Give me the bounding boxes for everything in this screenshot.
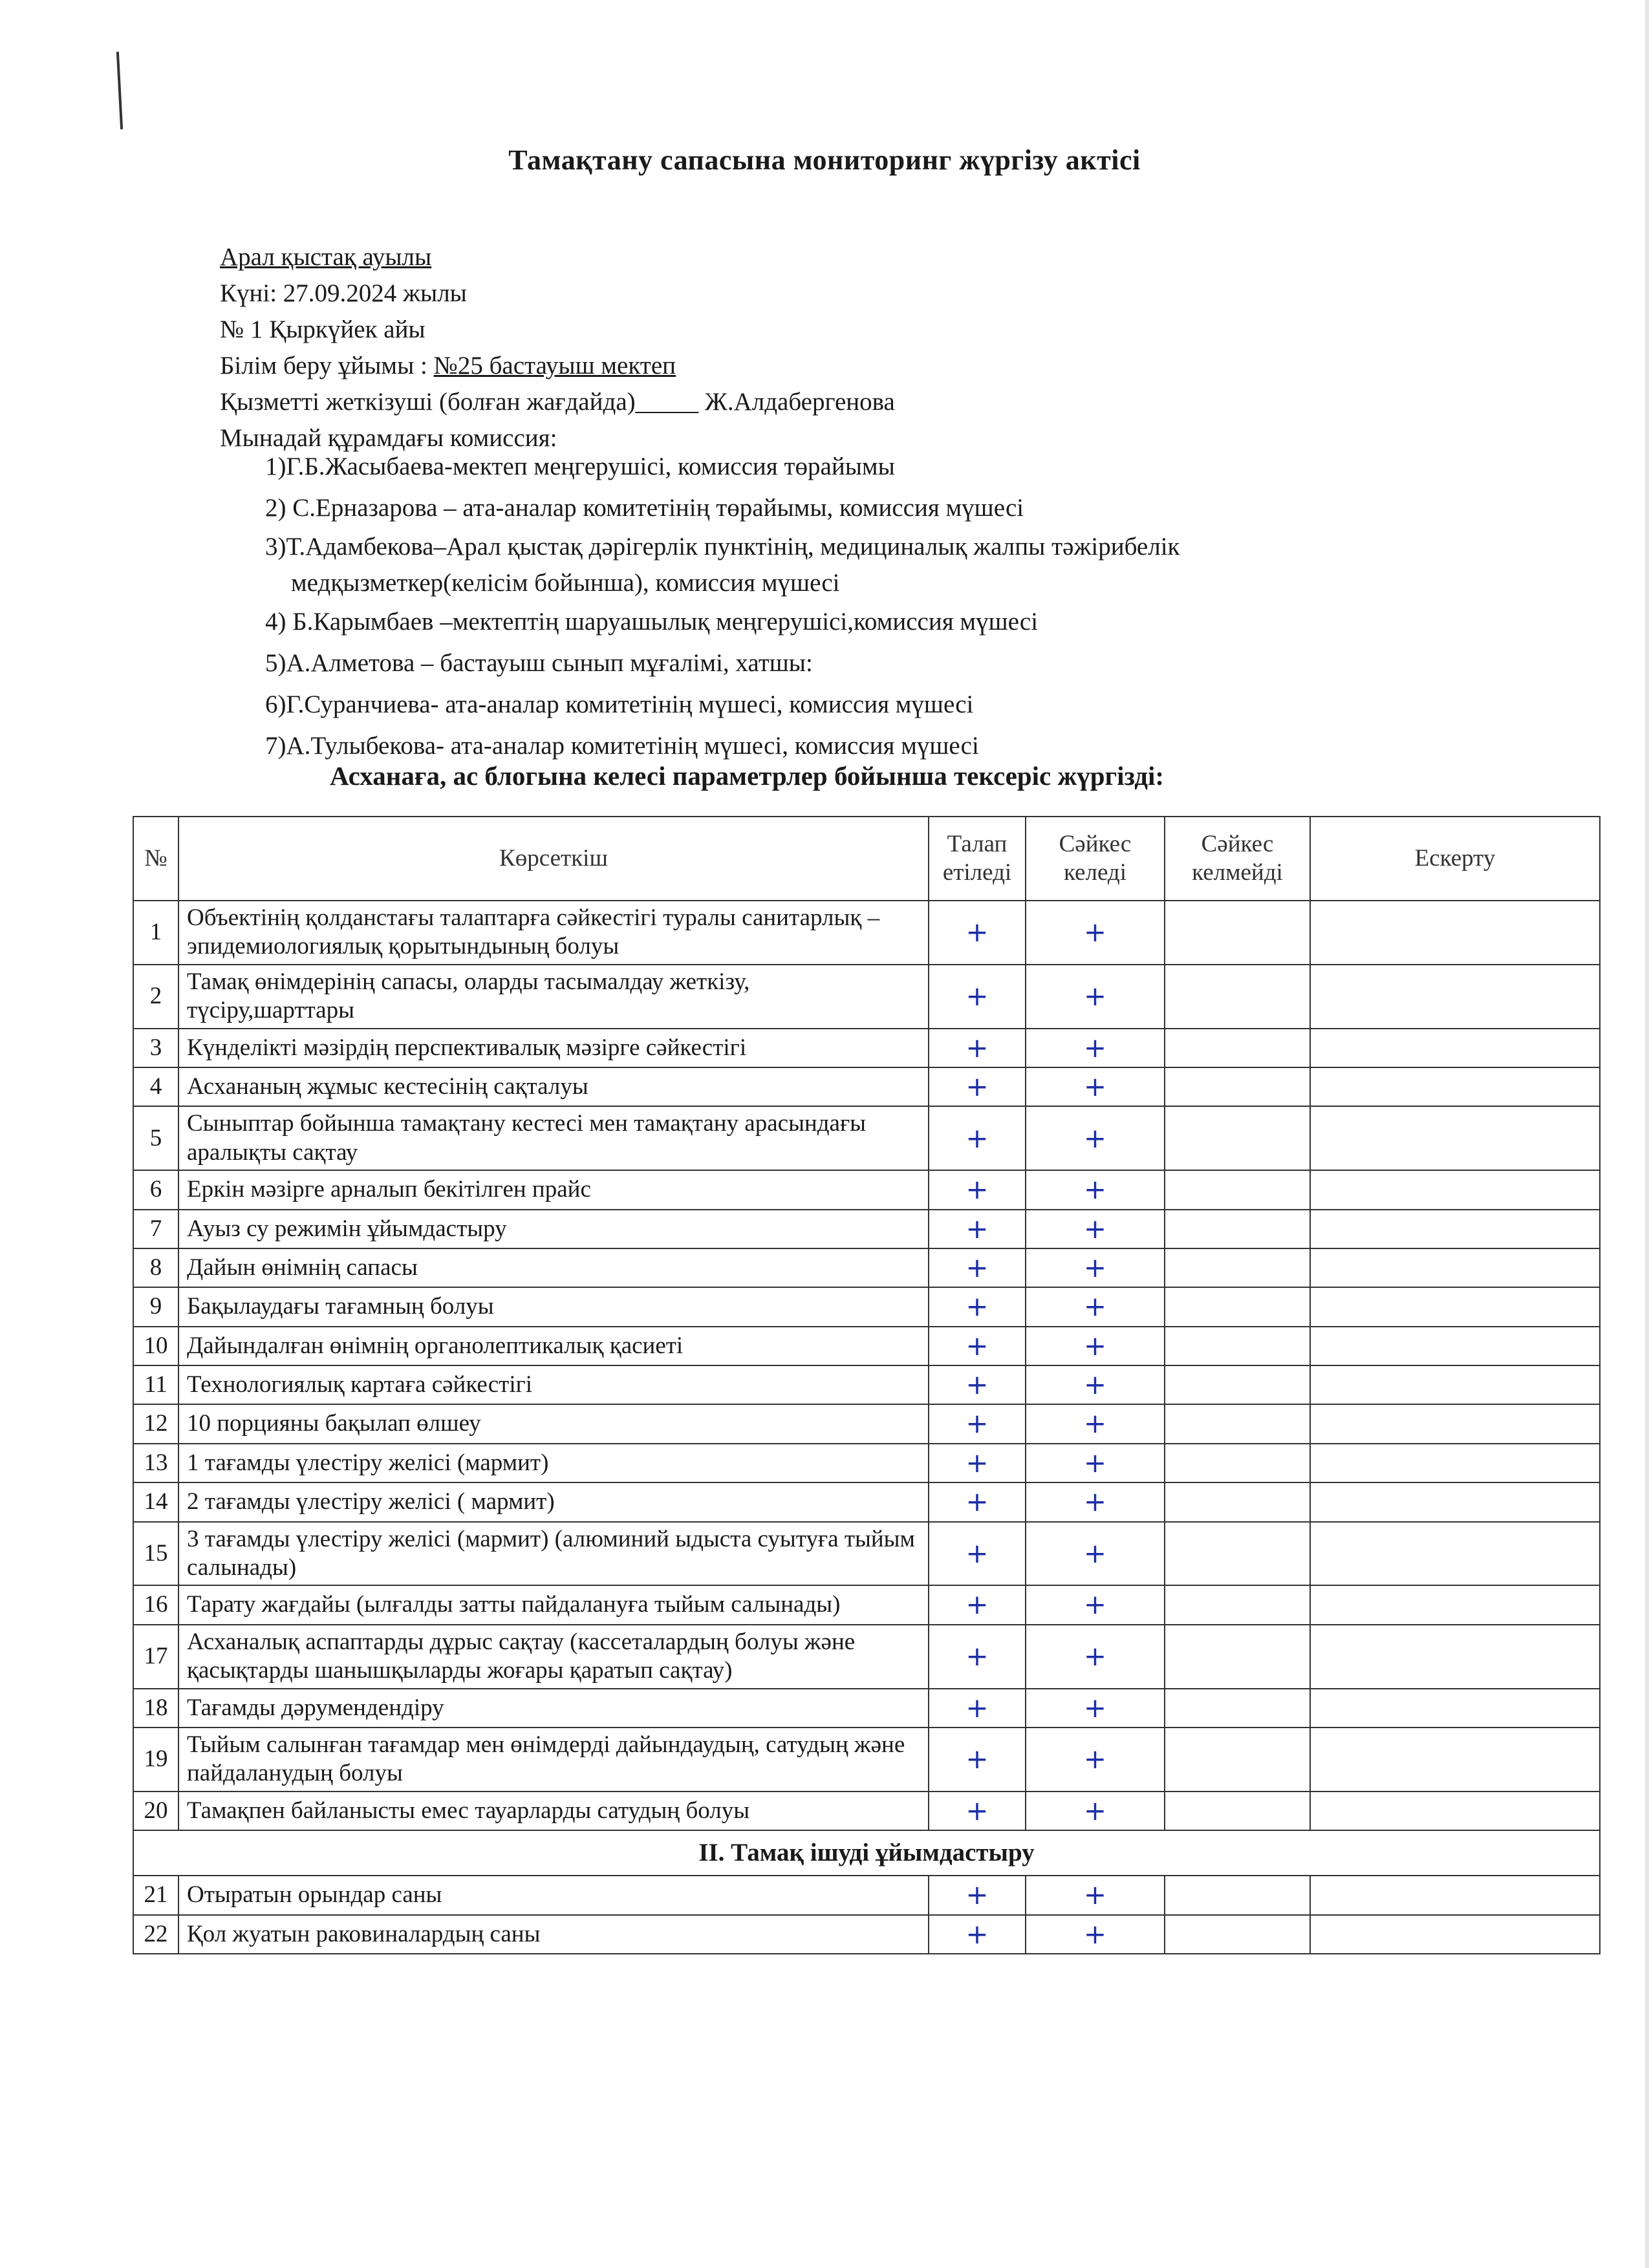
note-cell — [1310, 1287, 1600, 1326]
table-row — [133, 1689, 1600, 1728]
required-mark: + — [929, 1792, 1026, 1830]
required-mark: + — [929, 1689, 1026, 1728]
compliant-mark: + — [1026, 1029, 1165, 1067]
compliant-mark: + — [1026, 901, 1165, 965]
row-indicator: 10 порцияны бақылап өлшеу — [178, 1404, 929, 1443]
note-cell — [1310, 1482, 1600, 1521]
noncompliant-cell — [1165, 1585, 1310, 1624]
compliant-mark: + — [1026, 1365, 1165, 1404]
table-row — [133, 1327, 1600, 1365]
row-number: 11 — [133, 1365, 178, 1404]
table-row — [133, 901, 1600, 965]
row-number: 7 — [133, 1210, 178, 1248]
compliant-mark: + — [1026, 1482, 1165, 1521]
compliant-mark: + — [1026, 1585, 1165, 1624]
table-row — [133, 1248, 1600, 1287]
table-row — [133, 1482, 1600, 1521]
row-number: 13 — [133, 1444, 178, 1482]
header-compliant: Сәйкес келеді — [1026, 817, 1165, 901]
row-indicator: Тарату жағдайы (ылғалды затты пайдалануға тыйым салынады) — [178, 1585, 929, 1624]
table-row — [133, 1365, 1600, 1404]
table-row — [133, 1444, 1600, 1482]
noncompliant-cell — [1165, 1522, 1310, 1586]
compliant-mark: + — [1026, 1689, 1165, 1728]
note-cell — [1310, 1365, 1600, 1404]
noncompliant-cell — [1165, 1029, 1310, 1067]
compliant-mark: + — [1026, 1287, 1165, 1326]
row-indicator: Тағамды дәрумендендіру — [178, 1689, 929, 1728]
header-num: № — [133, 817, 178, 901]
note-cell — [1310, 1876, 1600, 1914]
table-row — [133, 965, 1600, 1029]
village-line: Арал қыстақ ауылы — [220, 243, 432, 271]
row-indicator: Ауыз су режимін ұйымдастыру — [178, 1210, 929, 1248]
note-cell — [1310, 1689, 1600, 1728]
required-mark: + — [929, 1728, 1026, 1792]
row-indicator: Қол жуатын раковиналардың саны — [178, 1915, 929, 1954]
row-number: 10 — [133, 1327, 178, 1365]
compliant-mark: + — [1026, 1404, 1165, 1443]
member-item-continuation: медқызметкер(келісім бойынша), комиссия мүшесі — [291, 569, 840, 597]
compliant-mark: + — [1026, 1625, 1165, 1689]
required-mark: + — [929, 1029, 1026, 1067]
required-mark: + — [929, 1915, 1026, 1954]
row-indicator: Сыныптар бойынша тамақтану кестесі мен тамақтану арасындағы аралықты сақтау — [178, 1106, 929, 1170]
noncompliant-cell — [1165, 1210, 1310, 1248]
noncompliant-cell — [1165, 1067, 1310, 1106]
note-cell — [1310, 1404, 1600, 1443]
section-row — [133, 1830, 1600, 1876]
row-number: 5 — [133, 1106, 178, 1170]
required-mark: + — [929, 1067, 1026, 1106]
noncompliant-cell — [1165, 901, 1310, 965]
required-mark: + — [929, 1327, 1026, 1365]
member-item: 4) Б.Карымбаев –мектептің шаруашылық меңгерушісі,комиссия мүшесі — [265, 608, 1039, 636]
required-mark: + — [929, 1876, 1026, 1914]
row-indicator: Асханалық аспаптарды дұрыс сақтау (кассеталардың болуы және қасықтарды шанышқыларды жоғары қаратып сақтау) — [178, 1625, 929, 1689]
commission-intro: Мынадай құрамдағы комиссия: — [220, 424, 557, 452]
inspection-table — [133, 816, 1600, 1954]
table-row — [133, 1170, 1600, 1209]
note-cell — [1310, 1067, 1600, 1106]
compliant-mark: + — [1026, 1444, 1165, 1482]
compliant-mark: + — [1026, 965, 1165, 1029]
date-line: Күні: 27.09.2024 жылы — [220, 279, 467, 307]
row-indicator: Дайындалған өнімнің органолептикалық қасиеті — [178, 1327, 929, 1365]
row-indicator: 2 тағамды үлестіру желісі ( мармит) — [178, 1482, 929, 1521]
row-indicator: Тамақпен байланысты емес тауарларды сатудың болуы — [178, 1792, 929, 1830]
note-cell — [1310, 1170, 1600, 1209]
required-mark: + — [929, 1444, 1026, 1482]
note-cell — [1310, 965, 1600, 1029]
noncompliant-cell — [1165, 1248, 1310, 1287]
required-mark: + — [929, 965, 1026, 1029]
compliant-mark: + — [1026, 1327, 1165, 1365]
row-indicator: Тыйым салынған тағамдар мен өнімдерді дайындаудың, сатудың және пайдаланудың болуы — [178, 1728, 929, 1792]
required-mark: + — [929, 1404, 1026, 1443]
noncompliant-cell — [1165, 1404, 1310, 1443]
compliant-mark: + — [1026, 1915, 1165, 1954]
section-subtitle: Асханаға, ас блогына келесі параметрлер бойынша тексеріс жүргізді: — [330, 761, 1165, 791]
noncompliant-cell — [1165, 1327, 1310, 1365]
required-mark: + — [929, 1365, 1026, 1404]
row-indicator: Отыратын орындар саны — [178, 1876, 929, 1914]
required-mark: + — [929, 1522, 1026, 1586]
note-cell — [1310, 1625, 1600, 1689]
note-cell — [1310, 1248, 1600, 1287]
month-line: № 1 Қыркүйек айы — [220, 316, 426, 343]
note-cell — [1310, 1585, 1600, 1624]
table-row — [133, 1728, 1600, 1792]
noncompliant-cell — [1165, 1728, 1310, 1792]
table-row — [133, 1210, 1600, 1248]
required-mark: + — [929, 1585, 1026, 1624]
header-noncompliant: Сәйкес келмейді — [1165, 817, 1310, 901]
row-number: 1 — [133, 901, 178, 965]
note-cell — [1310, 1522, 1600, 1586]
required-mark: + — [929, 1106, 1026, 1170]
compliant-mark: + — [1026, 1106, 1165, 1170]
note-cell — [1310, 1915, 1600, 1954]
page-title: Тамақтану сапасына мониторинг жүргізу актісі — [508, 144, 1141, 176]
required-mark: + — [929, 1248, 1026, 1287]
noncompliant-cell — [1165, 1915, 1310, 1954]
row-indicator: Еркін мәзірге арналып бекітілген прайс — [178, 1170, 929, 1209]
row-indicator: Бақылаудағы тағамның болуы — [178, 1287, 929, 1326]
required-mark: + — [929, 1287, 1026, 1326]
org-line — [220, 348, 895, 384]
row-indicator: Технологиялық картаға сәйкестігі — [178, 1365, 929, 1404]
header-indicator: Көрсеткіш — [178, 817, 929, 901]
compliant-mark: + — [1026, 1522, 1165, 1586]
org-value: №25 бастауыш мектеп — [433, 352, 676, 380]
note-cell — [1310, 1106, 1600, 1170]
required-mark: + — [929, 1625, 1026, 1689]
table-row — [133, 1522, 1600, 1586]
table-row — [133, 1915, 1600, 1954]
note-cell — [1310, 901, 1600, 965]
row-number: 14 — [133, 1482, 178, 1521]
table-row — [133, 1029, 1600, 1067]
org-label: Білім беру ұйымы : — [220, 352, 434, 380]
row-number: 16 — [133, 1585, 178, 1624]
row-indicator: Тамақ өнімдерінің сапасы, оларды тасымалдау жеткізу, түсіру,шарттары — [178, 965, 929, 1029]
member-item: 2) С.Ерназарова – ата-аналар комитетінің төрайымы, комиссия мүшесі — [265, 494, 1024, 522]
table-row — [133, 1404, 1600, 1443]
note-cell — [1310, 1327, 1600, 1365]
row-indicator: 1 тағамды үлестіру желісі (мармит) — [178, 1444, 929, 1482]
member-item: 7)А.Тулыбекова- ата-аналар комитетінің мүшесі, комиссия мүшесі — [265, 732, 979, 760]
required-mark: + — [929, 1482, 1026, 1521]
row-number: 8 — [133, 1248, 178, 1287]
noncompliant-cell — [1165, 1689, 1310, 1728]
table-row — [133, 1067, 1600, 1106]
row-number: 18 — [133, 1689, 178, 1728]
row-number: 2 — [133, 965, 178, 1029]
row-indicator: Күнделікті мәзірдің перспективалық мәзірге сәйкестігі — [178, 1029, 929, 1067]
row-number: 12 — [133, 1404, 178, 1443]
supplier-line: Қызметті жеткізуші (болған жағдайда)_____ Ж.Алдабергенова — [220, 388, 895, 416]
row-number: 15 — [133, 1522, 178, 1586]
row-number: 17 — [133, 1625, 178, 1689]
note-cell — [1310, 1792, 1600, 1830]
member-item: 6)Г.Суранчиева- ата-аналар комитетінің мүшесі, комиссия мүшесі — [265, 690, 974, 718]
compliant-mark: + — [1026, 1170, 1165, 1209]
required-mark: + — [929, 1210, 1026, 1248]
header-block — [220, 239, 895, 456]
table-row — [133, 1106, 1600, 1170]
row-number: 21 — [133, 1876, 178, 1914]
row-indicator: Дайын өнімнің сапасы — [178, 1248, 929, 1287]
commission-members — [265, 446, 1180, 767]
noncompliant-cell — [1165, 1170, 1310, 1209]
noncompliant-cell — [1165, 1482, 1310, 1521]
header-note: Ескерту — [1310, 817, 1600, 901]
row-indicator: Объектінің қолданстағы талаптарға сәйкестігі туралы санитарлық – эпидемиологиялық қорытындының болуы — [178, 901, 929, 965]
table-row — [133, 1287, 1600, 1326]
noncompliant-cell — [1165, 1876, 1310, 1914]
section-title: II. Тамақ ішуді ұйымдастыру — [133, 1830, 1600, 1876]
row-indicator: 3 тағамды үлестіру желісі (мармит) (алюминий ыдыста суытуға тыйым салынады) — [178, 1522, 929, 1586]
noncompliant-cell — [1165, 1444, 1310, 1482]
margin-pen-mark — [116, 52, 123, 129]
scan-edge — [1645, 0, 1649, 2268]
row-number: 9 — [133, 1287, 178, 1326]
table-row — [133, 1585, 1600, 1624]
table-row — [133, 1625, 1600, 1689]
noncompliant-cell — [1165, 1625, 1310, 1689]
compliant-mark: + — [1026, 1067, 1165, 1106]
note-cell — [1310, 1444, 1600, 1482]
row-number: 20 — [133, 1792, 178, 1830]
noncompliant-cell — [1165, 965, 1310, 1029]
required-mark: + — [929, 1170, 1026, 1209]
member-item: 5)А.Алметова – бастауыш сынып мұғалімі, хатшы: — [265, 649, 813, 677]
noncompliant-cell — [1165, 1106, 1310, 1170]
table-row — [133, 1876, 1600, 1914]
row-number: 6 — [133, 1170, 178, 1209]
compliant-mark: + — [1026, 1210, 1165, 1248]
compliant-mark: + — [1026, 1248, 1165, 1287]
row-number: 22 — [133, 1915, 178, 1954]
compliant-mark: + — [1026, 1792, 1165, 1830]
row-indicator: Асхананың жұмыс кестесінің сақталуы — [178, 1067, 929, 1106]
member-item: 3)Т.Адамбекова–Арал қыстақ дәрігерлік пунктінің, медициналық жалпы тәжірибелік — [265, 533, 1180, 561]
compliant-mark: + — [1026, 1728, 1165, 1792]
noncompliant-cell — [1165, 1287, 1310, 1326]
noncompliant-cell — [1165, 1792, 1310, 1830]
noncompliant-cell — [1165, 1365, 1310, 1404]
row-number: 4 — [133, 1067, 178, 1106]
member-item: 1)Г.Б.Жасыбаева-мектеп меңгерушісі, комиссия төрайымы — [265, 453, 895, 480]
note-cell — [1310, 1029, 1600, 1067]
table-row — [133, 1792, 1600, 1830]
required-mark: + — [929, 901, 1026, 965]
note-cell — [1310, 1728, 1600, 1792]
table-header-row — [133, 817, 1600, 901]
note-cell — [1310, 1210, 1600, 1248]
row-number: 19 — [133, 1728, 178, 1792]
compliant-mark: + — [1026, 1876, 1165, 1914]
header-required: Талап етіледі — [929, 817, 1026, 901]
row-number: 3 — [133, 1029, 178, 1067]
